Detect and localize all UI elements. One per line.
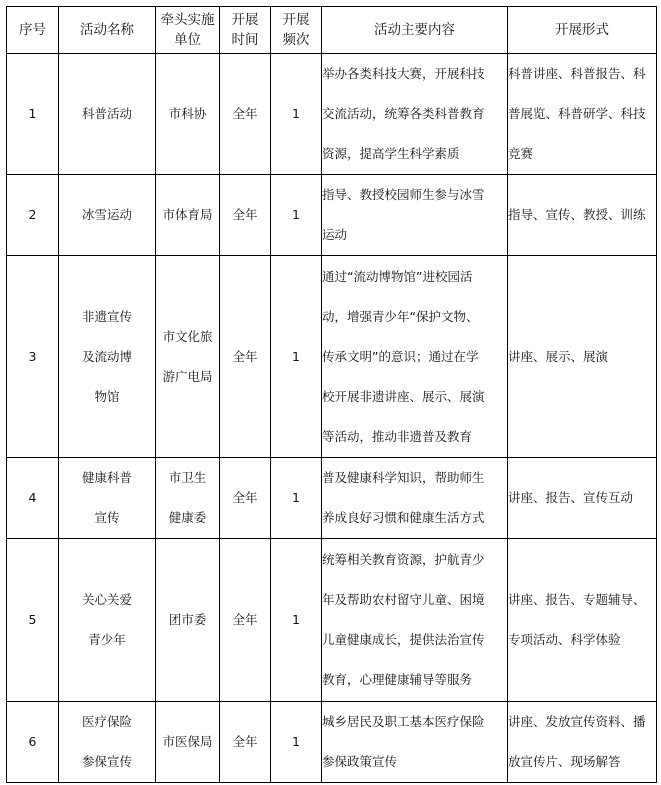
cell-activity-name (59, 539, 156, 702)
cell-form (508, 54, 657, 175)
cell-line: 讲座、展示、展演 (508, 348, 609, 364)
cell-line: 健康委 (168, 510, 207, 525)
cell-no (7, 256, 59, 458)
cell-line: 交流活动，统筹各类科普教育 (322, 106, 485, 121)
cell-frequency (271, 539, 322, 702)
cell-organizer (156, 458, 220, 539)
cell-form (508, 458, 657, 539)
cell-text: 全年 (232, 612, 258, 627)
cell-line: 竞赛 (508, 146, 534, 161)
cell-content (322, 54, 508, 175)
cell-line: 参保政策宣传 (322, 754, 398, 769)
cell-line: 市文化旅 (162, 328, 213, 344)
cell-line: 市科协 (168, 106, 207, 121)
cell-line: 等活动，推动非遗普及教育 (322, 428, 473, 444)
cell-form (508, 175, 657, 256)
cell-line: 团市委 (168, 612, 207, 627)
cell-line: 传承文明”的意识；通过在学 (322, 348, 479, 364)
cell-no (7, 175, 59, 256)
cell-frequency (271, 256, 322, 458)
cell-text: 1 (292, 207, 300, 222)
cell-line: 非遗宣传 (81, 308, 132, 324)
cell-line: 青少年 (88, 632, 126, 647)
cell-line: 科普活动 (81, 106, 132, 121)
activities-table (6, 6, 657, 783)
cell-text: 全年 (232, 207, 258, 222)
header-freq: 开展 频次 (271, 7, 322, 54)
cell-line: 科普讲座、科普报告、科 (508, 66, 646, 81)
cell-line: 教育，心理健康辅导等服务 (322, 672, 473, 687)
cell-text: 4 (28, 490, 37, 505)
cell-line: 游广电局 (162, 368, 213, 384)
cell-time (220, 702, 271, 783)
cell-organizer (156, 54, 220, 175)
cell-line: 动，增强青少年“保护文物、 (322, 308, 479, 324)
table-row (7, 175, 657, 256)
cell-text: 1 (292, 106, 300, 121)
cell-content (322, 458, 508, 539)
cell-text: 6 (28, 734, 37, 749)
cell-activity-name (59, 458, 156, 539)
cell-content (322, 256, 508, 458)
cell-form (508, 539, 657, 702)
cell-time (220, 54, 271, 175)
cell-text: 1 (28, 106, 37, 121)
cell-text: 1 (292, 490, 300, 505)
cell-text: 1 (292, 612, 300, 627)
cell-organizer (156, 702, 220, 783)
cell-line: 校开展非遗讲座、展示、展演 (322, 388, 485, 404)
cell-line: 关心关爱 (81, 592, 132, 607)
header-name: 活动名称 (59, 7, 156, 54)
cell-organizer (156, 256, 220, 458)
table-row (7, 539, 657, 702)
cell-frequency (271, 54, 322, 175)
cell-content (322, 702, 508, 783)
cell-line: 普展览、科普研学、科技 (508, 106, 646, 121)
cell-text: 3 (28, 348, 37, 364)
cell-content (322, 539, 508, 702)
cell-line: 讲座、报告、宣传互动 (508, 490, 634, 505)
cell-line: 通过“流动博物馆”进校园活 (322, 268, 473, 284)
cell-line: 专项活动、科学体验 (508, 632, 621, 647)
cell-text: 全年 (232, 348, 258, 364)
table-body (7, 54, 657, 783)
cell-form (508, 256, 657, 458)
cell-no (7, 539, 59, 702)
cell-no (7, 702, 59, 783)
header-content: 活动主要内容 (322, 7, 508, 54)
table-row (7, 54, 657, 175)
cell-no (7, 54, 59, 175)
cell-time (220, 458, 271, 539)
cell-content (322, 175, 508, 256)
cell-line: 资源，提高学生科学素质 (322, 146, 460, 161)
cell-line: 物馆 (94, 388, 120, 404)
cell-line: 儿童健康成长，提供法治宣传 (322, 632, 485, 647)
header-time: 开展 时间 (220, 7, 271, 54)
table-header-row (7, 7, 657, 54)
cell-frequency (271, 175, 322, 256)
cell-text: 1 (292, 348, 300, 364)
cell-line: 城乡居民及职工基本医疗保险 (322, 714, 485, 729)
cell-line: 参保宣传 (81, 754, 132, 769)
cell-line: 养成良好习惯和健康生活方式 (322, 510, 485, 525)
cell-line: 普及健康科学知识，帮助师生 (322, 470, 485, 485)
cell-text: 1 (292, 734, 300, 749)
cell-no (7, 458, 59, 539)
cell-time (220, 539, 271, 702)
cell-text: 5 (28, 612, 37, 627)
cell-line: 及流动博 (81, 348, 132, 364)
cell-line: 讲座、发放宣传资料、播 (508, 714, 646, 729)
cell-organizer (156, 539, 220, 702)
cell-activity-name (59, 256, 156, 458)
cell-frequency (271, 702, 322, 783)
cell-organizer (156, 175, 220, 256)
cell-line: 举办各类科技大赛，开展科技 (322, 66, 485, 81)
cell-time (220, 175, 271, 256)
cell-line: 医疗保险 (81, 714, 132, 729)
cell-form (508, 702, 657, 783)
table-row (7, 702, 657, 783)
cell-activity-name (59, 175, 156, 256)
cell-frequency (271, 458, 322, 539)
cell-line: 讲座、报告、专题辅导、 (508, 592, 646, 607)
cell-line: 运动 (322, 227, 348, 242)
cell-line: 放宣传片、现场解答 (508, 754, 621, 769)
cell-line: 指导、教授校园师生参与冰雪 (322, 187, 485, 202)
header-org: 牵头实施 单位 (156, 7, 220, 54)
cell-activity-name (59, 54, 156, 175)
cell-line: 年及帮助农村留守儿童、困境 (322, 592, 485, 607)
cell-line: 冰雪运动 (81, 207, 132, 222)
cell-line: 健康科普 (81, 470, 132, 485)
cell-line: 指导、宣传、教授、训练 (508, 207, 646, 222)
cell-text: 全年 (232, 106, 258, 121)
cell-line: 市卫生 (168, 470, 207, 485)
cell-activity-name (59, 702, 156, 783)
header-no: 序号 (7, 7, 59, 54)
cell-line: 统筹相关教育资源，护航青少 (322, 552, 485, 567)
cell-line: 宣传 (94, 510, 120, 525)
header-form: 开展形式 (508, 7, 657, 54)
table-row (7, 256, 657, 458)
cell-line: 市体育局 (162, 207, 213, 222)
cell-line: 市医保局 (162, 734, 213, 749)
cell-text: 2 (28, 207, 37, 222)
cell-text: 全年 (232, 734, 258, 749)
cell-time (220, 256, 271, 458)
table-row (7, 458, 657, 539)
cell-text: 全年 (232, 490, 258, 505)
